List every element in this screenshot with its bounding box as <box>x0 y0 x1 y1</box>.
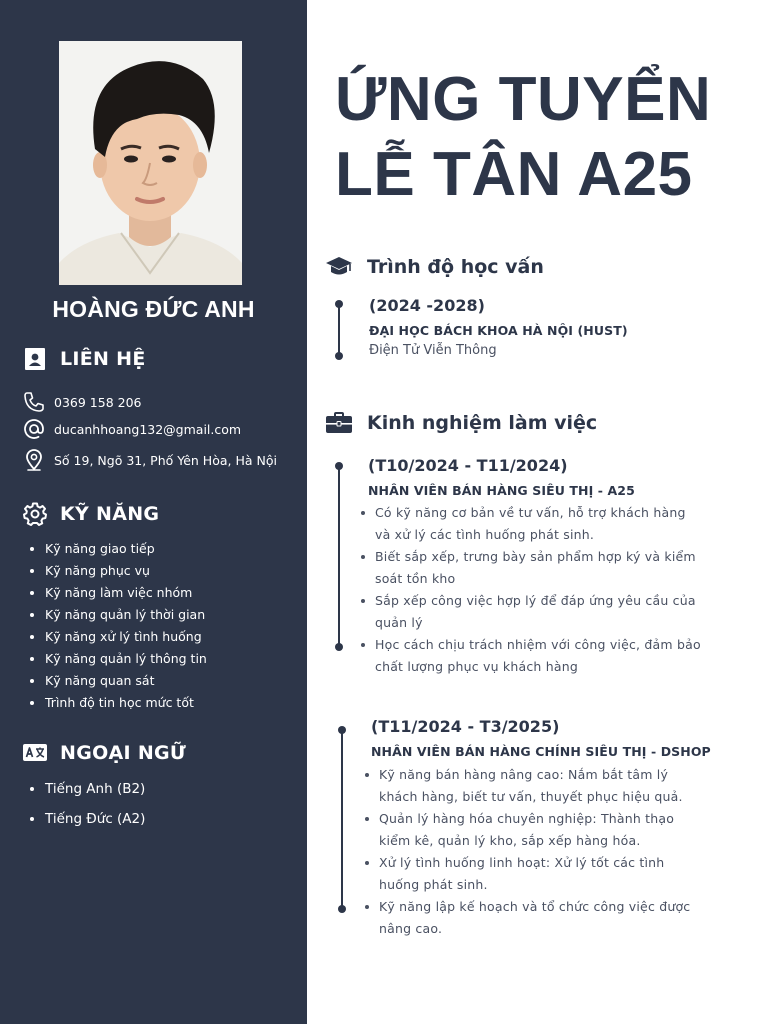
job-2-timeline <box>341 730 343 910</box>
list-item: Biết sắp xếp, trưng bày sản phẩm hợp ký và kiểm soát tồn kho <box>358 546 703 590</box>
address-text: Số 19, Ngõ 31, Phố Yên Hòa, Hà Nội <box>54 452 277 468</box>
education-heading-label: Trình độ học vấn <box>367 256 544 278</box>
job-2-period: (T11/2024 - T3/2025) <box>371 717 560 736</box>
gear-icon <box>22 501 48 527</box>
contact-heading-label: LIÊN HỆ <box>60 348 146 370</box>
timeline-dot <box>338 905 346 913</box>
list-item: Xử lý tình huống linh hoạt: Xử lý tốt các tình huống phát sinh. <box>362 852 707 896</box>
title-line-1: ỨNG TUYỂN <box>335 65 712 134</box>
job-1-timeline <box>338 466 340 648</box>
experience-heading <box>325 409 597 437</box>
timeline-dot <box>338 726 346 734</box>
languages-heading <box>22 740 186 766</box>
education-timeline <box>338 304 340 358</box>
list-item: Tiếng Anh (B2) <box>28 777 145 807</box>
translate-icon <box>22 740 48 766</box>
contact-heading <box>22 346 146 372</box>
list-item: Kỹ năng quan sát <box>28 670 207 692</box>
briefcase-icon <box>325 409 353 437</box>
list-item: Kỹ năng xử lý tình huống <box>28 626 207 648</box>
page-title <box>335 62 755 212</box>
at-sign-icon <box>22 417 46 441</box>
timeline-dot <box>335 352 343 360</box>
skills-heading-label: KỸ NĂNG <box>60 503 160 525</box>
contact-card-icon <box>22 346 48 372</box>
candidate-name: HOÀNG ĐỨC ANH <box>52 296 255 322</box>
list-item: Kỹ năng giao tiếp <box>28 538 207 560</box>
graduation-cap-icon <box>325 253 353 281</box>
sidebar <box>0 0 307 1024</box>
location-pin-icon <box>22 448 46 472</box>
job-1-period: (T10/2024 - T11/2024) <box>368 456 568 475</box>
education-period: (2024 -2028) <box>369 296 485 315</box>
list-item: Kỹ năng làm việc nhóm <box>28 582 207 604</box>
job-2-duties <box>362 764 707 940</box>
languages-heading-label: NGOẠI NGỮ <box>60 742 187 764</box>
list-item: Có kỹ năng cơ bản về tư vấn, hỗ trợ khách hàng và xử lý các tình huống phát sinh. <box>358 502 703 546</box>
experience-heading-label: Kinh nghiệm làm việc <box>367 412 598 434</box>
list-item: Kỹ năng phục vụ <box>28 560 207 582</box>
major-name: Điện Tử Viễn Thông <box>369 343 497 358</box>
school-name: ĐẠI HỌC BÁCH KHOA HÀ NỘI (HUST) <box>369 323 628 338</box>
timeline-dot <box>335 462 343 470</box>
phone-row <box>22 390 141 414</box>
list-item: Quản lý hàng hóa chuyên nghiệp: Thành thạo kiểm kê, quản lý kho, sắp xếp hàng hóa. <box>362 808 707 852</box>
timeline-dot <box>335 643 343 651</box>
email-address[interactable]: ducanhhoang132@gmail.com <box>54 421 242 437</box>
languages-list <box>28 777 145 837</box>
title-line-2: LỄ TÂN A25 <box>335 140 693 209</box>
address-row <box>22 448 277 472</box>
list-item: Học cách chịu trách nhiệm với công việc, đảm bảo chất lượng phục vụ khách hàng <box>358 634 703 678</box>
job-1-role: NHÂN VIÊN BÁN HÀNG SIÊU THỊ - A25 <box>368 483 635 498</box>
list-item: Kỹ năng quản lý thông tin <box>28 648 207 670</box>
skills-list <box>28 538 207 714</box>
phone-icon <box>22 390 46 414</box>
list-item: Sắp xếp công việc hợp lý để đáp ứng yêu cầu của quản lý <box>358 590 703 634</box>
list-item: Kỹ năng quản lý thời gian <box>28 604 207 626</box>
job-1-duties <box>358 502 703 678</box>
list-item: Kỹ năng lập kế hoạch và tổ chức công việc được nâng cao. <box>362 896 707 940</box>
list-item: Trình độ tin học mức tốt <box>28 692 207 714</box>
list-item: Tiếng Đức (A2) <box>28 807 145 837</box>
job-2-role: NHÂN VIÊN BÁN HÀNG CHÍNH SIÊU THỊ - DSHOP <box>371 744 711 759</box>
timeline-dot <box>335 300 343 308</box>
list-item: Kỹ năng bán hàng nâng cao: Nắm bắt tâm lý khách hàng, biết tư vấn, thuyết phục hiệu quả. <box>362 764 707 808</box>
profile-photo <box>59 41 242 285</box>
email-row <box>22 417 241 441</box>
education-heading <box>325 253 544 281</box>
phone-number[interactable]: 0369 158 206 <box>54 394 142 410</box>
skills-heading <box>22 501 159 527</box>
